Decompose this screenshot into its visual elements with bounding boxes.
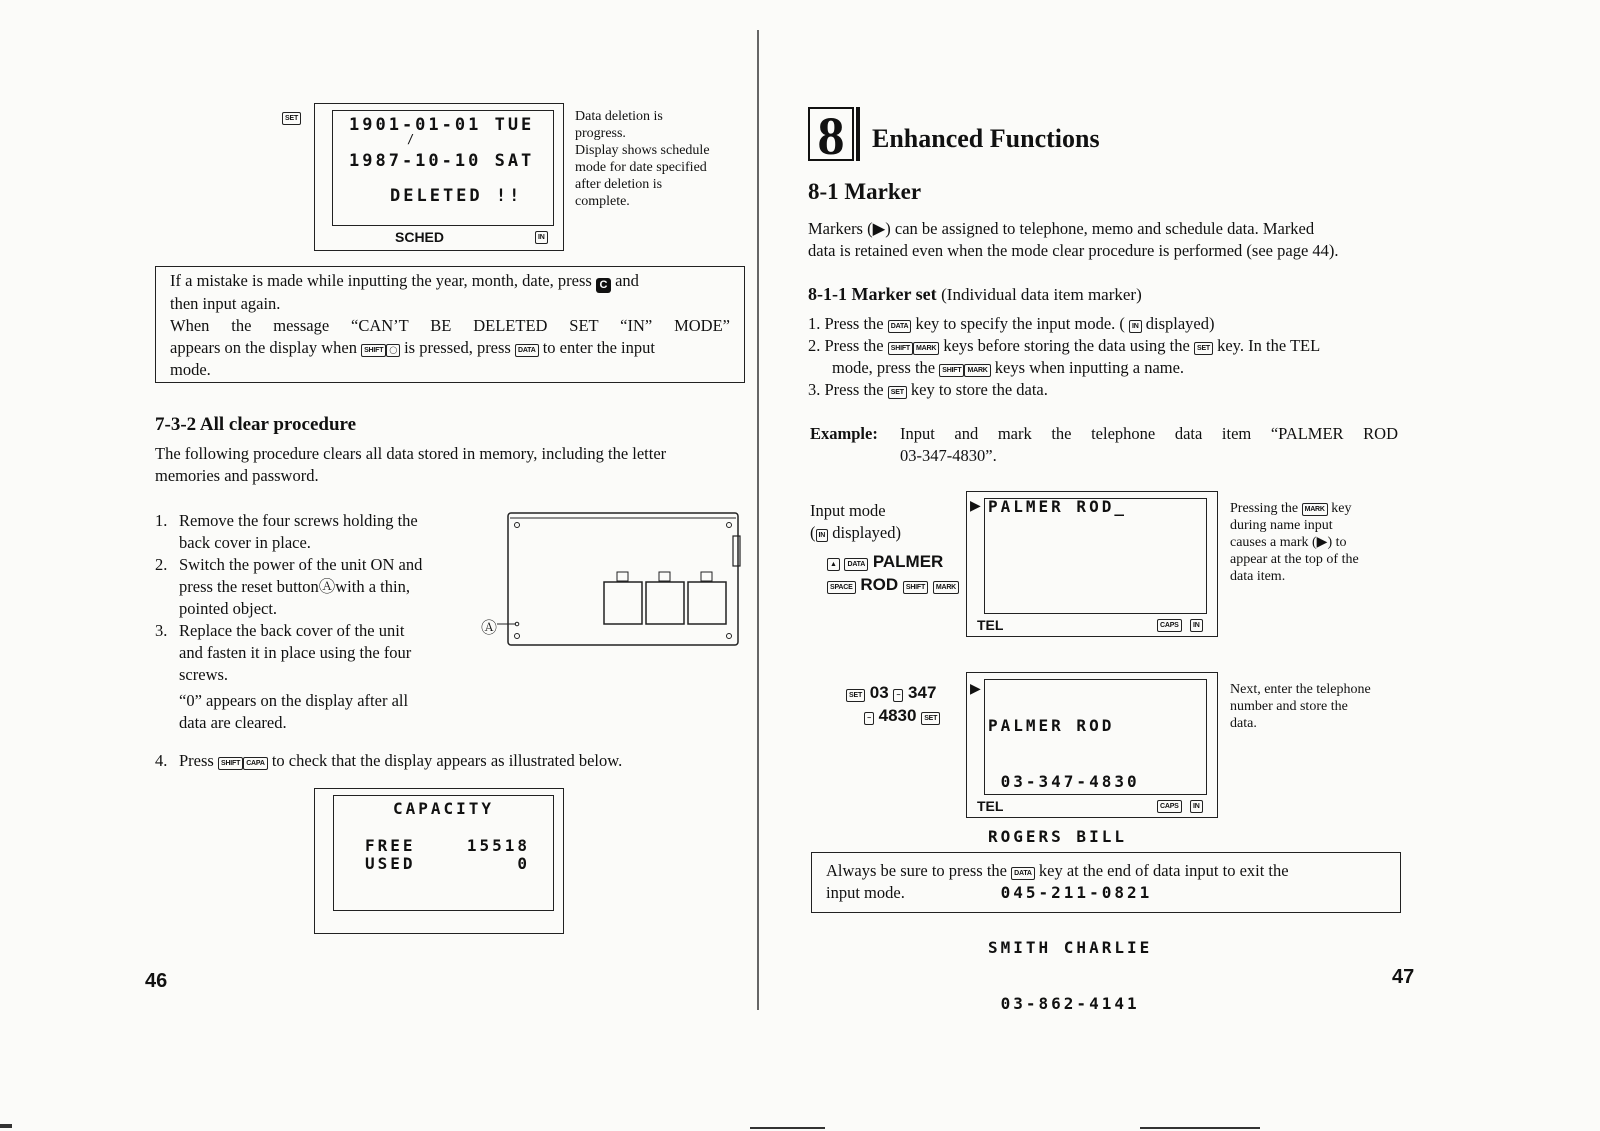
subsection-heading: 8-1-1 Marker set (Individual data item marker) [808, 284, 1142, 304]
list-item: 3. Replace the back cover of the unit and fasten it in place using the four screws. [155, 621, 412, 684]
lcd-line: PALMER ROD_ [988, 497, 1127, 516]
lcd-line: / [407, 132, 415, 146]
lcd-annotation: Data deletion is progress. Display shows schedule mode for date specified after deletion is complete. [575, 109, 710, 209]
mode-indicator: SCHED [395, 229, 445, 245]
mark-key-icon: MARK [1302, 503, 1328, 516]
data-key-icon: DATA [844, 558, 868, 571]
mode-indicator: TEL [977, 798, 1004, 814]
minus-key-icon: − [864, 712, 874, 725]
scan-mark [1140, 1127, 1260, 1129]
list-item: 2. Press the SHIFT MARK keys before storing the data using the SET key. In the TEL [808, 336, 1321, 355]
list-item: PALMER ROD [988, 716, 1115, 735]
page-spine [757, 30, 759, 1010]
chapter-bar [856, 107, 860, 161]
note-box: If a mistake is made while inputting the year, month, date, press C and then input again. When the message “CAN’T BE DELETED SET “IN” MODE” appears on the display when SHIFT ◯ is pressed, press DATA to enter the input mode. [155, 266, 745, 383]
list-item: ROGERS BILL [988, 827, 1127, 846]
schedule-lcd-display [314, 103, 564, 251]
procedure-steps [155, 510, 455, 734]
section-heading: 7-3-2 All clear procedure [155, 414, 357, 435]
scan-mark [750, 1127, 825, 1129]
in-indicator-icon: IN [535, 231, 548, 244]
page-number: 47 [1392, 966, 1415, 988]
minus-key-icon: − [893, 689, 903, 702]
reset-button-label: Ⓐ [481, 620, 498, 637]
list-item: 2. Switch the power of the unit ON and press the reset buttonⒶwith a thin, pointed object. [155, 555, 423, 618]
data-key-icon: DATA [888, 320, 912, 333]
lcd-line: 15518 [466, 836, 530, 855]
list-item: 03-862-4141 [988, 993, 1140, 1013]
list-item: 4. Press SHIFT CAPA to check that the display appears as illustrated below. [155, 751, 623, 770]
mark-key-icon: MARK [964, 364, 990, 377]
set-key-icon: SET [921, 712, 940, 725]
clear-key-icon: ◯ [386, 344, 400, 357]
list-item: 045-211-0821 [988, 882, 1153, 902]
key-sequence: SET 03 − 347 − 4830 SET [846, 681, 940, 727]
lcd-line: DELETED !! [390, 186, 523, 206]
set-key-icon: SET [846, 689, 865, 702]
list-item: 1. Press the DATA key to specify the input mode. ( IN displayed) [808, 314, 1215, 333]
back-cover-diagram [475, 508, 745, 653]
marker-icon: ▶ [970, 682, 981, 697]
chapter-number: 8 [808, 107, 854, 161]
shift-key-icon: SHIFT [939, 364, 964, 377]
set-key-icon: SET [888, 386, 907, 399]
shift-key-icon: SHIFT [361, 344, 386, 357]
example-label: Example: [810, 424, 878, 443]
scan-mark [0, 1124, 12, 1128]
note-box: Always be sure to press the DATA key at the end of data input to exit the input mode. [811, 852, 1401, 913]
key-sequence: ▲ DATA PALMER SPACE ROD SHIFT MARK [827, 550, 959, 596]
set-key-icon: SET [1194, 342, 1213, 355]
input-mode-label: Input mode ( IN displayed) [810, 501, 901, 542]
lcd-line: 0 [517, 854, 530, 873]
section-intro: The following procedure clears all data stored in memory, including the letter memories and password. [155, 444, 667, 485]
mark-key-icon: MARK [913, 342, 939, 355]
marker-steps: 1. Press the DATA key to specify the input mode. ( IN displayed) 2. Press the SHIFT MARK keys before storing the data using the SET key. In the TEL mode, press the SHIFT MARK keys when inputting a name. 3. Press the SET key to store the data. [808, 313, 1408, 401]
caps-indicator-icon: CAPS [1157, 619, 1182, 632]
mode-indicator: TEL [977, 617, 1004, 633]
step-note: “0” appears on the display after all data are cleared. [179, 691, 409, 732]
caps-indicator-icon: CAPS [1157, 800, 1182, 813]
capa-key-icon: CAPA [243, 757, 268, 770]
lcd-annotation: Next, enter the telephone number and store the data. [1230, 682, 1371, 731]
caps-arrow-key-icon: ▲ [827, 558, 840, 571]
mark-key-icon: MARK [933, 581, 959, 594]
chapter-title: Enhanced Functions [872, 124, 1100, 153]
page-number: 46 [145, 970, 168, 992]
shift-key-icon: SHIFT [888, 342, 913, 355]
lcd-line: USED [365, 854, 416, 873]
in-indicator-icon: IN [816, 529, 829, 542]
list-item: 3. Press the SET key to store the data. [808, 380, 1048, 399]
lcd-line: 1901-01-01 TUE [349, 115, 535, 135]
shift-key-icon: SHIFT [218, 757, 243, 770]
list-item: SMITH CHARLIE [988, 938, 1153, 957]
data-key-icon: DATA [515, 344, 539, 357]
set-key-icon: SET [282, 112, 301, 125]
marker-icon: ▶ [970, 499, 981, 514]
c-key-icon: C [596, 278, 611, 293]
capacity-lcd-display [314, 788, 564, 934]
lcd-annotation: Pressing the MARK key during name input causes a mark (▶) to appear at the top of the data item. [1230, 501, 1359, 584]
in-indicator-icon: IN [1190, 619, 1203, 632]
section-intro: Markers (▶) can be assigned to telephone, memo and schedule data. Marked data is retained even when the mode clear procedure is performed (see page 44). [808, 219, 1339, 260]
lcd-line: FREE [365, 836, 416, 855]
example-text: Input and mark the telephone data item “PALMER ROD 03-347-4830”. [900, 424, 1398, 465]
in-indicator-icon: IN [1190, 800, 1203, 813]
tel-lcd-display-1 [966, 491, 1218, 637]
data-key-icon: DATA [1011, 867, 1035, 880]
list-item: 1. Remove the four screws holding the back cover in place. [155, 511, 418, 552]
section-heading: 8-1 Marker [808, 179, 922, 204]
list-item: 03-347-4830 [988, 771, 1140, 791]
in-indicator-icon: IN [1129, 320, 1142, 333]
shift-key-icon: SHIFT [903, 581, 928, 594]
space-key-icon: SPACE [827, 581, 856, 594]
lcd-line: CAPACITY [393, 799, 495, 818]
lcd-line: 1987-10-10 SAT [349, 151, 535, 171]
